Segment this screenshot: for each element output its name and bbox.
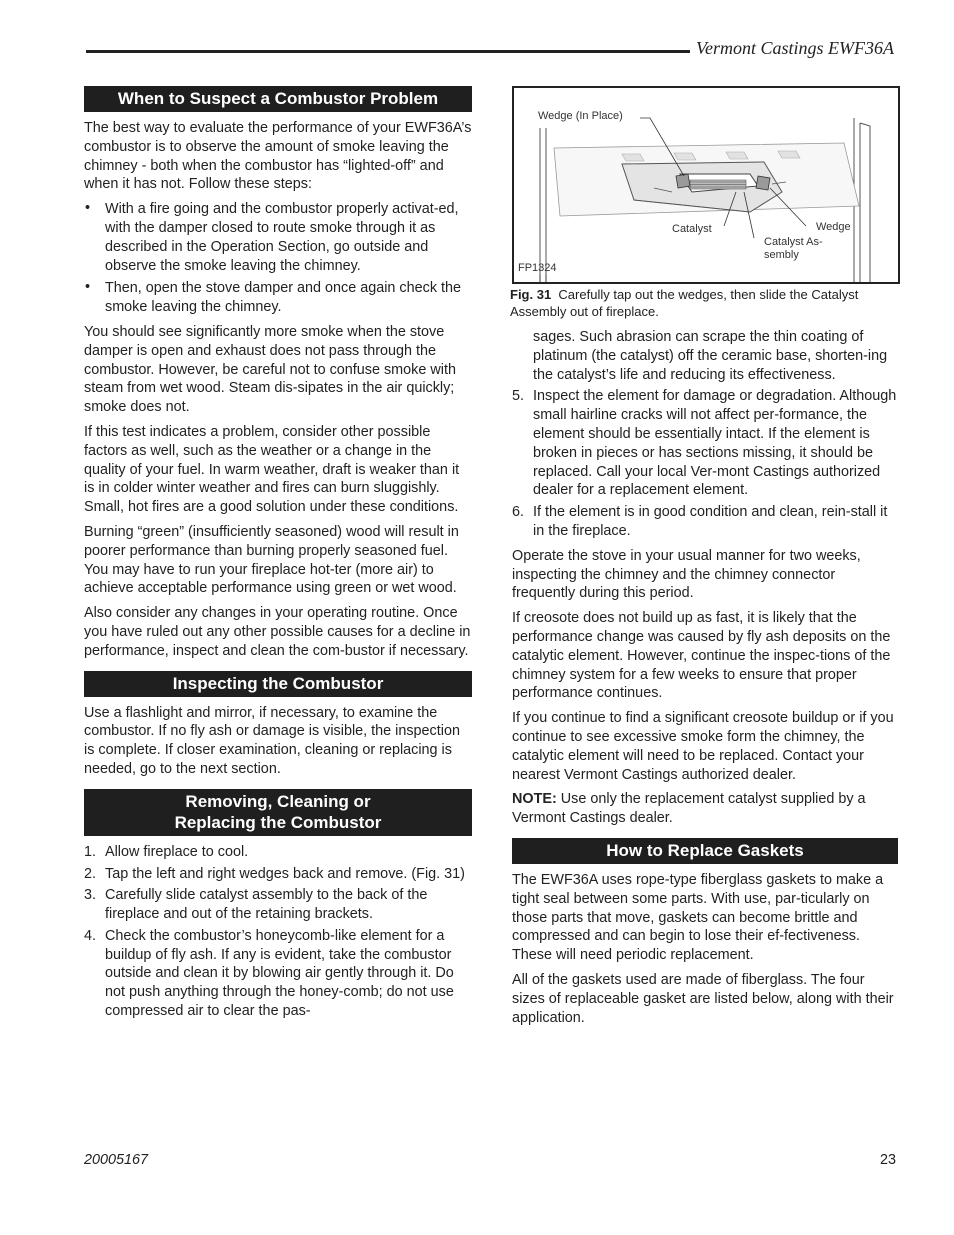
label-wedge-in-place: Wedge (In Place) (538, 110, 623, 122)
list-item (84, 279, 472, 317)
paragraph: The EWF36A uses rope-type fiberglass gaskets to make a tight seal between some parts. With use, par-ticularly on those parts that move, gaskets can become brittle and compressed and can begin to lose their ef-fectiveness. These will need periodic replacement. (512, 871, 884, 964)
step-text: Allow fireplace to cool. (105, 843, 249, 860)
step-text: Tap the left and right wedges back and remove. (Fig. 31) (105, 865, 465, 882)
section-heading-suspect-problem: When to Suspect a Combustor Problem (84, 86, 472, 112)
step-number: 3. (84, 887, 97, 904)
note-paragraph (512, 790, 898, 828)
paragraph: If this test indicates a problem, consider other possible factors as well, such as the weather or a change in the quality of your fuel. In warm weather, draft is weaker than it is in colder winter weather and fires can burn sluggishly. Small, hot fires are a good solution under these conditions. (84, 423, 460, 516)
paragraph: Also consider any changes in your operating routine. Once you have ruled out any other possible causes for a decline in performance, inspect and clean the com-bustor if necessary. (84, 605, 471, 659)
document-number: 20005167 (84, 1152, 149, 1168)
step-number: 1. (84, 843, 97, 860)
step-text: Inspect the element for damage or degradation. Although small hairline cracks will not affect per-formance, the element should be essentially intact. If the element is broken in pieces or has sections missing, it should be replaced. Call your local Ver-mont Castings authorized dealer for a replacement element. (533, 388, 897, 499)
paragraph: Burning “green” (insufficiently seasoned) wood will result in poorer performance than burning properly seasoned fuel. You may have to run your fireplace hot-ter (more air) to achieve acceptable performance using green or wet wood. (84, 523, 459, 597)
paragraph: Use a flashlight and mirror, if necessary, to examine the combustor. If no fly ash or damage is visible, the inspection is complete. If closer examination, cleaning or replacing is needed, go to the next section. (84, 704, 460, 777)
list-item (512, 503, 898, 541)
step-text: Carefully slide catalyst assembly to the back of the fireplace and out of the retaining brackets. (105, 887, 428, 923)
section-heading-inspecting: Inspecting the Combustor (84, 671, 472, 697)
list-item (84, 927, 472, 1021)
bullet-mark: • (85, 279, 91, 296)
list-item (84, 843, 472, 862)
label-wedge: Wedge (816, 221, 851, 233)
section-heading-gaskets: How to Replace Gaskets (512, 838, 898, 864)
figure-code: FP1324 (518, 262, 557, 274)
step-number: 4. (84, 927, 97, 944)
list-item (84, 200, 472, 275)
heading-line: Removing, Cleaning or (185, 791, 371, 811)
step-number: 2. (84, 865, 97, 882)
section-heading-removing (84, 789, 472, 836)
label-line: sembly (764, 249, 799, 261)
running-header: Vermont Castings EWF36A (696, 38, 894, 58)
step-text: If the element is in good condition and clean, rein-stall it in the fireplace. (533, 504, 888, 539)
bullet-list (84, 200, 472, 317)
step-number: 5. (512, 388, 525, 405)
caption-fig-number: Fig. 31 (510, 287, 552, 302)
note-label: NOTE: (512, 791, 557, 808)
figure-31 (512, 86, 900, 284)
paragraph: All of the gaskets used are made of fiberglass. The four sizes of replaceable gasket are listed below, along with their application. (512, 971, 894, 1026)
list-item (84, 886, 472, 924)
label-catalyst-assembly (764, 236, 823, 262)
list-item (84, 865, 472, 884)
list-item-text: Then, open the stove damper and once again check the smoke leaving the chimney. (105, 280, 462, 316)
left-column (84, 86, 472, 1027)
paragraph: If you continue to find a significant creosote buildup or if you continue to see excessive smoke form the chimney, the catalytic element will need to be replaced. Contact your nearest Vermont Castings authorized dealer. (512, 710, 894, 783)
note-text: Use only the replacement catalyst supplied by a Vermont Castings dealer. (512, 791, 866, 827)
list-item (512, 387, 898, 500)
bullet-mark: • (85, 200, 91, 217)
figure-caption (510, 286, 902, 320)
step-number: 6. (512, 504, 525, 521)
right-column (512, 86, 898, 1033)
caption-text: Carefully tap out the wedges, then slide the Catalyst Assembly out of fireplace. (510, 287, 859, 319)
page-number: 23 (879, 1152, 896, 1168)
paragraph: The best way to evaluate the performance of your EWF36A’s combustor is to observe the amount of smoke leaving the chimney - both when the combustor has “lighted-off” and when it has not. Follow these steps: (84, 120, 472, 193)
header-rule (86, 50, 690, 53)
step-text: Check the combustor’s honeycomb-like element for a buildup of fly ash. If any is evident, take the combustor outside and clean it by blowing air gently through it. Do not push anything through the honey-comb; do not use compressed air to clear the pas- (105, 927, 454, 1020)
heading-line: Replacing the Combustor (174, 812, 382, 832)
label-line: Catalyst As- (764, 236, 823, 248)
label-catalyst: Catalyst (672, 223, 712, 235)
paragraph: Operate the stove in your usual manner for two weeks, inspecting the chimney and the chimney connector frequently during this period. (512, 547, 861, 602)
steps-list (84, 843, 472, 1021)
paragraph: You should see significantly more smoke when the stove damper is open and exhaust does not pass through the combustor. However, be careful not to confuse smoke with steam from wet wood. Steam dis-sipates in the air quickly; smoke does not. (84, 323, 456, 416)
paragraph: If creosote does not build up as fast, it is likely that the performance change was caused by fly ash deposits on the catalytic element. However, continue the inspec-tions of the chimney system for a few weeks to ensure that proper performance continues. (512, 610, 891, 702)
continued-step-text: sages. Such abrasion can scrape the thin coating of platinum (the catalyst) off the ceramic base, shorten-ing the catalyst’s life and reducing its effectiveness. (533, 329, 888, 383)
list-item-text: With a fire going and the combustor properly activat-ed, with the damper closed to route smoke through it as described in the Operation Section, go outside and observe the smoke leaving the chimney. (105, 201, 459, 274)
steps-list (512, 387, 898, 540)
